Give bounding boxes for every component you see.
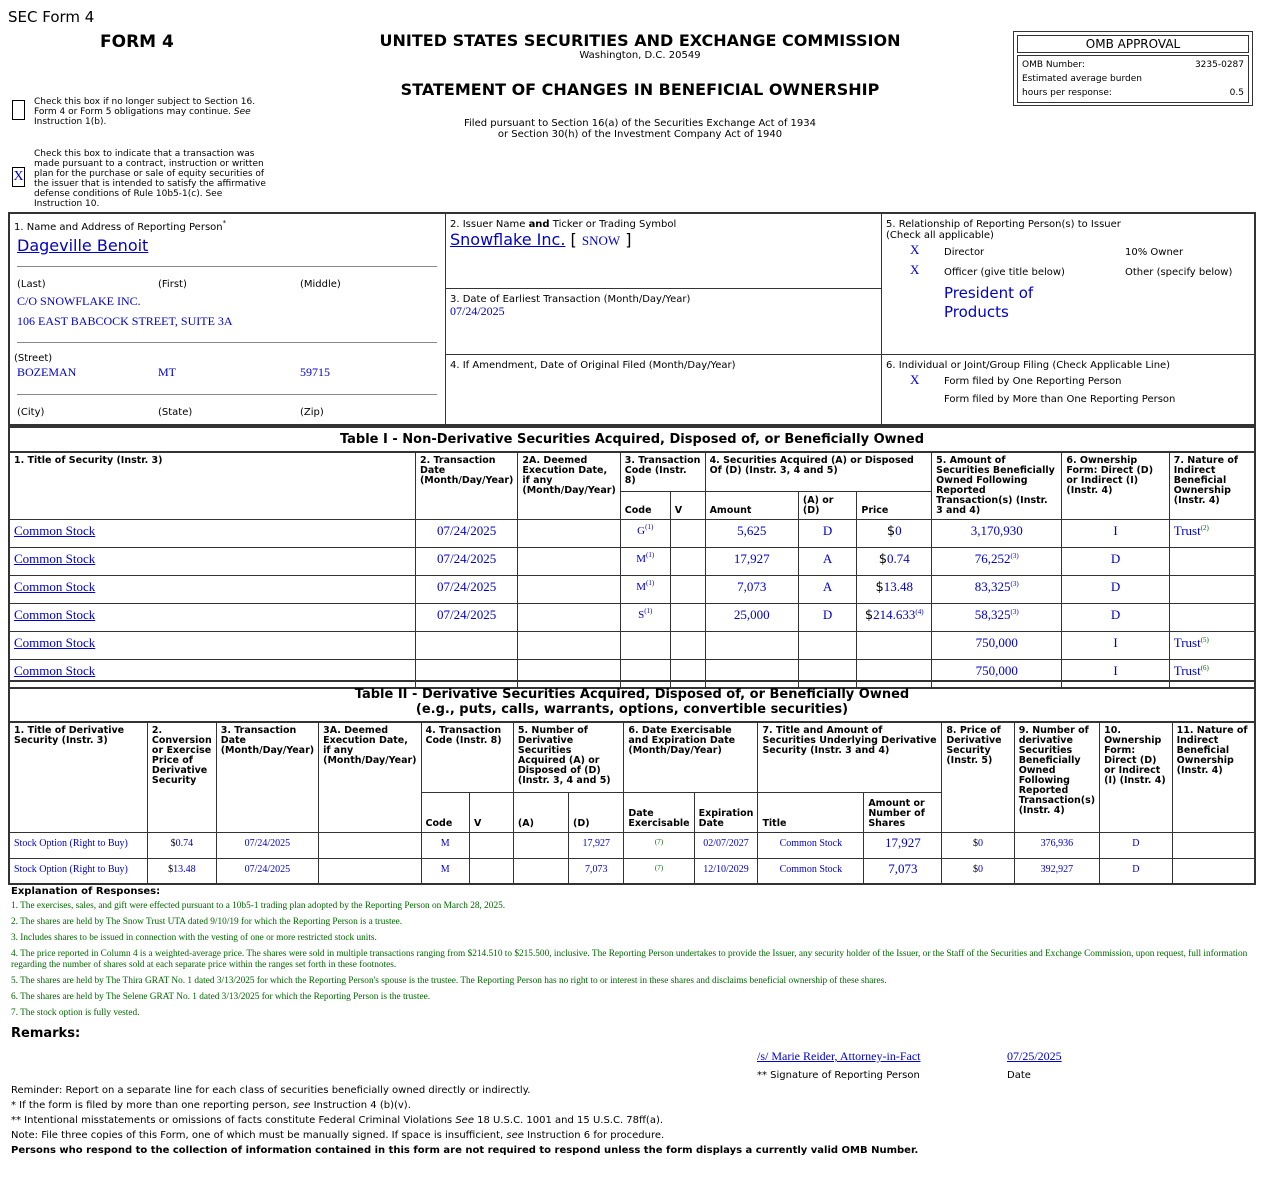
acquired-a xyxy=(513,858,568,884)
transaction-date: 07/24/2025 xyxy=(216,858,318,884)
amount xyxy=(705,632,798,660)
f2see: See xyxy=(455,1115,474,1126)
t1-h-amount: Amount xyxy=(705,491,798,519)
a-or-d: A xyxy=(798,576,856,604)
transaction-code: M xyxy=(421,858,469,884)
price-value: 0 xyxy=(895,523,902,538)
filed-line-2: or Section 30(h) of the Investment Company Act of 1940 xyxy=(497,129,783,140)
conv-value: 13.48 xyxy=(173,863,196,875)
transaction-date: 07/24/2025 xyxy=(216,832,318,858)
box-6-filing-type xyxy=(881,354,1256,425)
rule-line: Instruction 10. xyxy=(34,199,100,209)
filed-pursuant xyxy=(340,118,940,140)
derivative-price xyxy=(942,858,1014,884)
transaction-date: 07/24/2025 xyxy=(415,520,517,548)
security-title xyxy=(9,576,415,604)
price xyxy=(857,548,932,576)
v-flag xyxy=(670,576,705,604)
price-value: 0 xyxy=(978,837,983,849)
amount: 25,000 xyxy=(705,604,798,632)
underlying-amount: 7,073 xyxy=(864,858,942,884)
owned-footnote: (3) xyxy=(1010,580,1019,588)
security-title xyxy=(9,520,415,548)
t2-h6: 6. Date Exercisable and Expiration Date (Month/Day/Year) xyxy=(624,722,758,792)
transaction-date: 07/24/2025 xyxy=(415,548,517,576)
t1-h5: 5. Amount of Securities Beneficially Owned Following Reported Transaction(s) (Instr. 3 and 4) xyxy=(932,452,1062,520)
box1-label-text: 1. Name and Address of Reporting Person xyxy=(14,222,223,233)
officer-label: Officer (give title below) xyxy=(944,267,1065,278)
expiration-date: 02/07/2027 xyxy=(694,832,758,858)
nature-value: Trust xyxy=(1173,523,1201,538)
officer-check[interactable]: X xyxy=(910,262,920,277)
nature-of-ownership xyxy=(1169,632,1255,660)
v-flag xyxy=(670,604,705,632)
t2-h-title: Title xyxy=(758,792,864,832)
v-flag xyxy=(470,858,514,884)
deemed-date xyxy=(518,576,620,604)
nature-of-ownership xyxy=(1169,548,1255,576)
price-symbol: $ xyxy=(878,552,887,567)
code-footnote: (1) xyxy=(644,607,653,615)
rule-10b5-1-text xyxy=(34,149,274,209)
a-or-d: D xyxy=(798,520,856,548)
underlying-amount: 17,927 xyxy=(864,832,942,858)
one-person-label: Form filed by One Reporting Person xyxy=(944,376,1122,387)
underlying-title: Common Stock xyxy=(758,832,864,858)
nature-of-ownership xyxy=(1172,832,1255,858)
price-symbol: $ xyxy=(886,524,896,539)
footer xyxy=(11,1085,1251,1157)
box-5-relationship xyxy=(881,213,1256,355)
price-value: 0 xyxy=(978,863,983,875)
nature-of-ownership xyxy=(1169,520,1255,548)
ownership-form: I xyxy=(1062,660,1169,688)
form-title: FORM 4 xyxy=(100,32,174,52)
box2-label xyxy=(450,219,676,230)
city-label: (City) xyxy=(17,407,45,418)
transaction-code xyxy=(620,632,670,660)
v-flag xyxy=(670,520,705,548)
issuer-line xyxy=(450,230,631,249)
divider xyxy=(17,342,437,343)
price xyxy=(857,604,932,632)
acquired-a xyxy=(513,832,568,858)
f1a: * If the form is filed by more than one reporting person, xyxy=(11,1100,290,1111)
table-row xyxy=(9,576,1255,604)
omb-hours: 0.5 xyxy=(1229,88,1244,98)
last-label: (Last) xyxy=(17,279,46,290)
t1-h-price: Price xyxy=(857,491,932,519)
transaction-code: M xyxy=(421,832,469,858)
signature[interactable]: /s/ Marie Reider, Attorney-in-Fact xyxy=(757,1049,921,1063)
code-value: G xyxy=(637,525,646,537)
rule-line: the issuer that is intended to satisfy the affirmative xyxy=(34,179,266,189)
code-footnote: (1) xyxy=(646,579,655,587)
t1-h-code: Code xyxy=(620,491,670,519)
owned-value: 750,000 xyxy=(975,663,1018,678)
code-value: M xyxy=(636,553,647,565)
derivative-price xyxy=(942,832,1014,858)
footnote-item: 2. The shares are held by The Snow Trust UTA dated 9/10/19 for which the Reporting Person is a trustee. xyxy=(11,917,403,927)
officer-title-line-1: President of xyxy=(944,284,1034,302)
table-row xyxy=(9,632,1255,660)
t2-h-d: (D) xyxy=(569,792,624,832)
box-2-issuer xyxy=(445,213,882,289)
box2-label-b: Ticker or Trading Symbol xyxy=(552,219,677,230)
section16-see: See xyxy=(233,107,251,117)
footnotes xyxy=(11,901,1251,1024)
agency-city: Washington, D.C. 20549 xyxy=(579,50,701,61)
conversion-price xyxy=(147,858,216,884)
ownership-form: D xyxy=(1062,576,1169,604)
divider xyxy=(17,394,437,395)
footnote-item: 4. The price reported in Column 4 is a weighted-average price. The shares were sold in multiple transactions ranging from $214.510 to $215.500, inclusive. The Reporting Person undertakes to provide the Issuer, any security holder of the Issuer, or the Staff of the Securities and Exchange Commission, upon request, full information regarding the number of shares sold at each separate price within the ranges set forth in these footnotes. xyxy=(11,949,1248,970)
nature-value: Trust xyxy=(1173,663,1201,678)
deemed-date xyxy=(319,832,421,858)
footer-reminder: Reminder: Report on a separate line for each class of securities beneficially owned directly or indirectly. xyxy=(11,1085,531,1096)
amount: 17,927 xyxy=(705,548,798,576)
t1-h-aord: (A) or (D) xyxy=(798,491,856,519)
v-flag xyxy=(670,632,705,660)
t1-h7: 7. Nature of Indirect Beneficial Ownership (Instr. 4) xyxy=(1169,452,1255,520)
box-3-earliest-date xyxy=(445,288,882,355)
first-label: (First) xyxy=(158,279,187,290)
derivative-title xyxy=(9,858,147,884)
table-row xyxy=(9,520,1255,548)
price xyxy=(857,576,932,604)
security-title-link[interactable]: Common Stock xyxy=(14,663,96,678)
t2-h-expiration: Expiration Date xyxy=(694,792,758,832)
t2-h3: 3. Transaction Date (Month/Day/Year) xyxy=(216,722,318,832)
table-row xyxy=(9,832,1255,858)
amount: 7,073 xyxy=(705,576,798,604)
t2-h3a: 3A. Deemed Execution Date, if any (Month/Day/Year) xyxy=(319,722,421,832)
t1-h4: 4. Securities Acquired (A) or Disposed Of (D) (Instr. 3, 4 and 5) xyxy=(705,452,932,491)
footnote-item: 7. The stock option is fully vested. xyxy=(11,1008,140,1018)
t2-h4: 4. Transaction Code (Instr. 8) xyxy=(421,722,513,792)
section16-line-2: Form 4 or Form 5 obligations may continue. xyxy=(34,107,232,117)
code-footnote: (1) xyxy=(646,551,655,559)
security-title-link[interactable]: Common Stock xyxy=(14,607,96,622)
box5-label-1: 5. Relationship of Reporting Person(s) to Issuer xyxy=(886,219,1121,230)
amount-owned xyxy=(932,632,1062,660)
owned-footnote: (3) xyxy=(1010,608,1019,616)
price-symbol: $ xyxy=(875,580,884,595)
owned-value: 76,252 xyxy=(974,551,1011,566)
amount-owned xyxy=(932,604,1062,632)
security-title xyxy=(9,548,415,576)
ticker-bracket-close: ] xyxy=(625,230,632,249)
security-title-link[interactable]: Common Stock xyxy=(14,551,96,566)
divider xyxy=(17,266,437,267)
footnote-item: 3. Includes shares to be issued in connection with the vesting of one or more restricted stock units. xyxy=(11,933,377,943)
derivatives-owned: 392,927 xyxy=(1014,858,1099,884)
f2a: ** Intentional misstatements or omissions of facts constitute Federal Criminal Violations xyxy=(11,1115,453,1126)
t1-h3: 3. Transaction Code (Instr. 8) xyxy=(620,452,705,491)
derivative-title-link[interactable]: Stock Option (Right to Buy) xyxy=(14,863,128,875)
footer-note-3 xyxy=(11,1130,1251,1142)
price-value: 0.74 xyxy=(887,551,910,566)
nature-of-ownership xyxy=(1169,576,1255,604)
box2-label-a: 2. Issuer Name xyxy=(450,219,526,230)
derivatives-owned: 376,936 xyxy=(1014,832,1099,858)
filed-line-1: Filed pursuant to Section 16(a) of the Securities Exchange Act of 1934 xyxy=(464,118,816,129)
deemed-date xyxy=(319,858,421,884)
disposed-d: 7,073 xyxy=(569,858,624,884)
ownership-form: I xyxy=(1062,632,1169,660)
a-or-d: A xyxy=(798,548,856,576)
price-value: 13.48 xyxy=(883,579,913,594)
owned-value: 750,000 xyxy=(975,635,1018,650)
zip-label: (Zip) xyxy=(300,407,324,418)
reporting-person-name[interactable]: Dageville Benoit xyxy=(17,236,149,255)
t2-h1: 1. Title of Derivative Security (Instr. 3) xyxy=(9,722,147,832)
footnote-item: 5. The shares are held by The Thira GRAT No. 1 dated 3/13/2025 for which the Reporting Person's spouse is the trustee. The Reporting Person has no right to or interest in these shares and disclaims beneficial ownership of these shares. xyxy=(11,976,887,986)
box-4-amendment xyxy=(445,354,882,425)
transaction-code xyxy=(620,604,670,632)
t2-h7: 7. Title and Amount of Securities Underlying Derivative Security (Instr. 3 and 4) xyxy=(758,722,942,792)
security-title xyxy=(9,632,415,660)
date-exercisable xyxy=(624,832,694,858)
exercisable-footnote: (7) xyxy=(654,837,664,846)
address-line-1: C/O SNOWFLAKE INC. xyxy=(17,294,141,308)
transaction-date: 07/24/2025 xyxy=(415,604,517,632)
rule-line: plan for the purchase or sale of equity securities of xyxy=(34,169,265,179)
city-value: BOZEMAN xyxy=(17,365,77,379)
nature-footnote: (5) xyxy=(1200,636,1209,644)
omb-approval-box xyxy=(1013,31,1253,106)
amount-owned xyxy=(932,548,1062,576)
conv-symbol: $ xyxy=(170,837,176,849)
agency-name: UNITED STATES SECURITIES AND EXCHANGE COMMISSION xyxy=(379,31,901,50)
section16-text xyxy=(34,97,274,127)
checkbox-section16[interactable] xyxy=(12,100,25,120)
conversion-price xyxy=(147,832,216,858)
price-symbol: $ xyxy=(973,837,978,849)
a-or-d xyxy=(798,632,856,660)
owned-footnote: (3) xyxy=(1010,552,1019,560)
transaction-code xyxy=(620,520,670,548)
f1b: Instruction 4 (b)(v). xyxy=(313,1100,411,1111)
omb-title: OMB APPROVAL xyxy=(1017,35,1249,53)
transaction-date: 07/24/2025 xyxy=(415,576,517,604)
conv-value: 0.74 xyxy=(175,837,194,849)
disposed-d: 17,927 xyxy=(569,832,624,858)
deemed-date xyxy=(518,548,620,576)
statement-title: STATEMENT OF CHANGES IN BENEFICIAL OWNERSHIP xyxy=(400,80,880,99)
nature-of-ownership xyxy=(1172,858,1255,884)
table-row xyxy=(9,858,1255,884)
derivative-title-link[interactable]: Stock Option (Right to Buy) xyxy=(14,837,128,849)
t2-h11: 11. Nature of Indirect Beneficial Ownership (Instr. 4) xyxy=(1172,722,1255,832)
footer-note-1 xyxy=(11,1100,1251,1112)
security-title-link[interactable]: Common Stock xyxy=(14,579,96,594)
director-check[interactable]: X xyxy=(910,242,920,257)
ticker-symbol: SNOW xyxy=(581,233,621,248)
officer-title xyxy=(944,284,1033,322)
amount-owned xyxy=(932,520,1062,548)
rule-line: Check this box to indicate that a transaction was xyxy=(34,149,255,159)
rule-line: made pursuant to a contract, instruction or written xyxy=(34,159,264,169)
t2-h-code: Code xyxy=(421,792,469,832)
box1-star: * xyxy=(222,219,227,227)
t1-h6: 6. Ownership Form: Direct (D) or Indirect (I) (Instr. 4) xyxy=(1062,452,1169,520)
security-title-link[interactable]: Common Stock xyxy=(14,523,96,538)
price-symbol: $ xyxy=(864,608,874,623)
f2b: 18 U.S.C. 1001 and 15 U.S.C. 78ff(a). xyxy=(477,1115,664,1126)
t2-h-amount: Amount or Number of Shares xyxy=(864,792,942,832)
f1see: see xyxy=(292,1100,311,1111)
transaction-code xyxy=(620,576,670,604)
omb-details xyxy=(1017,55,1249,103)
f3a: Note: File three copies of this Form, one of which must be manually signed. If space is insufficient, xyxy=(11,1130,504,1141)
deemed-date xyxy=(518,604,620,632)
footer-omb-notice: Persons who respond to the collection of information contained in this form are not required to respond unless the form displays a currently valid OMB Number. xyxy=(11,1145,919,1156)
box1-label xyxy=(14,219,227,233)
ownership-form: I xyxy=(1062,520,1169,548)
t1-h2a: 2A. Deemed Execution Date, if any (Month/Day/Year) xyxy=(518,452,620,520)
price-symbol: $ xyxy=(973,863,978,875)
v-flag xyxy=(470,832,514,858)
omb-burden-label: Estimated average burden xyxy=(1022,74,1142,84)
zip-value: 59715 xyxy=(300,365,330,379)
deemed-date xyxy=(518,632,620,660)
ownership-form: D xyxy=(1100,832,1173,858)
footer-note-2 xyxy=(11,1115,1251,1127)
omb-number: 3235-0287 xyxy=(1194,60,1244,70)
f3b: Instruction 6 for procedure. xyxy=(527,1130,665,1141)
ownership-form: D xyxy=(1100,858,1173,884)
t2-h9: 9. Number of derivative Securities Beneficially Owned Following Reported Transaction(s) (Instr. 4) xyxy=(1014,722,1099,832)
deemed-date xyxy=(518,520,620,548)
t1-h1: 1. Title of Security (Instr. 3) xyxy=(9,452,415,520)
price xyxy=(857,520,932,548)
owned-value: 83,325 xyxy=(974,579,1011,594)
price-footnote: (4) xyxy=(915,608,924,616)
box-1-reporting-person xyxy=(9,213,446,425)
address-line-2: 106 EAST BABCOCK STREET, SUITE 3A xyxy=(17,314,233,328)
middle-label: (Middle) xyxy=(300,279,341,290)
table2-title-line-2: (e.g., puts, calls, warrants, options, convertible securities) xyxy=(415,702,849,717)
footnote-item: 1. The exercises, sales, and gift were effected pursuant to a 10b5-1 trading plan adopted by the Reporting Person on March 28, 2025. xyxy=(11,901,506,911)
table2-title-line-1: Table II - Derivative Securities Acquired, Disposed of, or Beneficially Owned xyxy=(354,687,910,702)
footnote-item: 6. The shares are held by The Selene GRAT No. 1 dated 3/13/2025 for which the Reporting Person is the trustee. xyxy=(11,992,431,1002)
nature-of-ownership xyxy=(1169,604,1255,632)
table-row xyxy=(9,548,1255,576)
code-value: M xyxy=(636,581,647,593)
date-label: Date xyxy=(1007,1070,1031,1081)
box2-label-and: and xyxy=(528,219,550,230)
earliest-transaction-date: 07/24/2025 xyxy=(450,304,505,318)
security-title-link[interactable]: Common Stock xyxy=(14,635,96,650)
one-person-check[interactable]: X xyxy=(910,372,920,387)
nature-value: Trust xyxy=(1173,635,1201,650)
nature-footnote: (2) xyxy=(1200,524,1209,532)
checkbox-10b5-1[interactable]: X xyxy=(12,167,25,187)
box4-label: 4. If Amendment, Date of Original Filed (Month/Day/Year) xyxy=(450,360,736,371)
t2-h5: 5. Number of Derivative Securities Acquired (A) or Disposed of (D) (Instr. 3, 4 and 5) xyxy=(513,722,623,792)
box5-label-2: (Check all applicable) xyxy=(886,230,994,241)
t2-h-v: V xyxy=(470,792,514,832)
signature-date[interactable]: 07/25/2025 xyxy=(1007,1049,1062,1063)
t2-h-exercisable: Date Exercisable xyxy=(624,792,694,832)
ownership-form: D xyxy=(1062,548,1169,576)
table-1-non-derivative xyxy=(8,451,1256,689)
section16-line-3: Instruction 1(b). xyxy=(34,117,107,127)
table2-title xyxy=(8,680,1256,722)
table-row xyxy=(9,604,1255,632)
officer-title-line-2: Products xyxy=(944,303,1009,321)
f3see: see xyxy=(506,1130,524,1141)
underlying-title: Common Stock xyxy=(758,858,864,884)
t2-h10: 10. Ownership Form: Direct (D) or Indirect (I) (Instr. 4) xyxy=(1100,722,1173,832)
omb-hours-label: hours per response: xyxy=(1022,88,1112,98)
table-2-derivative xyxy=(8,721,1256,885)
nature-footnote: (6) xyxy=(1200,664,1209,672)
table1-title: Table I - Non-Derivative Securities Acquired, Disposed of, or Beneficially Owned xyxy=(8,426,1256,452)
rule-line: defense conditions of Rule 10b5-1(c). See xyxy=(34,189,223,199)
amount-owned xyxy=(932,576,1062,604)
date-exercisable xyxy=(624,858,694,884)
conv-symbol: $ xyxy=(168,863,174,875)
exercisable-footnote: (7) xyxy=(654,863,664,872)
street-label: (Street) xyxy=(14,353,53,364)
v-flag xyxy=(670,548,705,576)
code-footnote: (1) xyxy=(645,523,654,531)
security-title xyxy=(9,604,415,632)
other-label: Other (specify below) xyxy=(1125,267,1233,278)
explanation-title: Explanation of Responses: xyxy=(11,886,161,897)
ten-percent-owner-label: 10% Owner xyxy=(1125,247,1184,258)
state-label: (State) xyxy=(158,407,193,418)
owned-value: 3,170,930 xyxy=(970,523,1023,538)
a-or-d: D xyxy=(798,604,856,632)
ticker-bracket-open: [ xyxy=(570,230,577,249)
transaction-code xyxy=(620,548,670,576)
ownership-form: D xyxy=(1062,604,1169,632)
box6-label: 6. Individual or Joint/Group Filing (Check Applicable Line) xyxy=(886,360,1171,371)
amount: 5,625 xyxy=(705,520,798,548)
owned-value: 58,325 xyxy=(974,607,1011,622)
price-value: 214.633 xyxy=(873,607,916,622)
section16-line-1: Check this box if no longer subject to Section 16. xyxy=(34,97,256,107)
multiple-persons-label: Form filed by More than One Reporting Person xyxy=(944,394,1176,405)
box3-label: 3. Date of Earliest Transaction (Month/Day/Year) xyxy=(450,294,691,305)
derivative-title xyxy=(9,832,147,858)
sec-form-label: SEC Form 4 xyxy=(8,8,95,26)
expiration-date: 12/10/2029 xyxy=(694,858,758,884)
t2-h8: 8. Price of Derivative Security (Instr. 5) xyxy=(942,722,1014,832)
t2-h2: 2. Conversion or Exercise Price of Derivative Security xyxy=(147,722,216,832)
remarks-title: Remarks: xyxy=(11,1026,81,1041)
t1-h-v: V xyxy=(670,491,705,519)
issuer-name[interactable]: Snowflake Inc. xyxy=(450,230,566,249)
price xyxy=(857,632,932,660)
code-value: S xyxy=(638,609,645,621)
signature-label: ** Signature of Reporting Person xyxy=(757,1070,920,1081)
t1-h2: 2. Transaction Date (Month/Day/Year) xyxy=(415,452,517,520)
director-label: Director xyxy=(944,247,985,258)
omb-number-label: OMB Number: xyxy=(1022,60,1085,70)
state-value: MT xyxy=(158,365,176,379)
t2-h-a: (A) xyxy=(513,792,568,832)
transaction-date xyxy=(415,632,517,660)
